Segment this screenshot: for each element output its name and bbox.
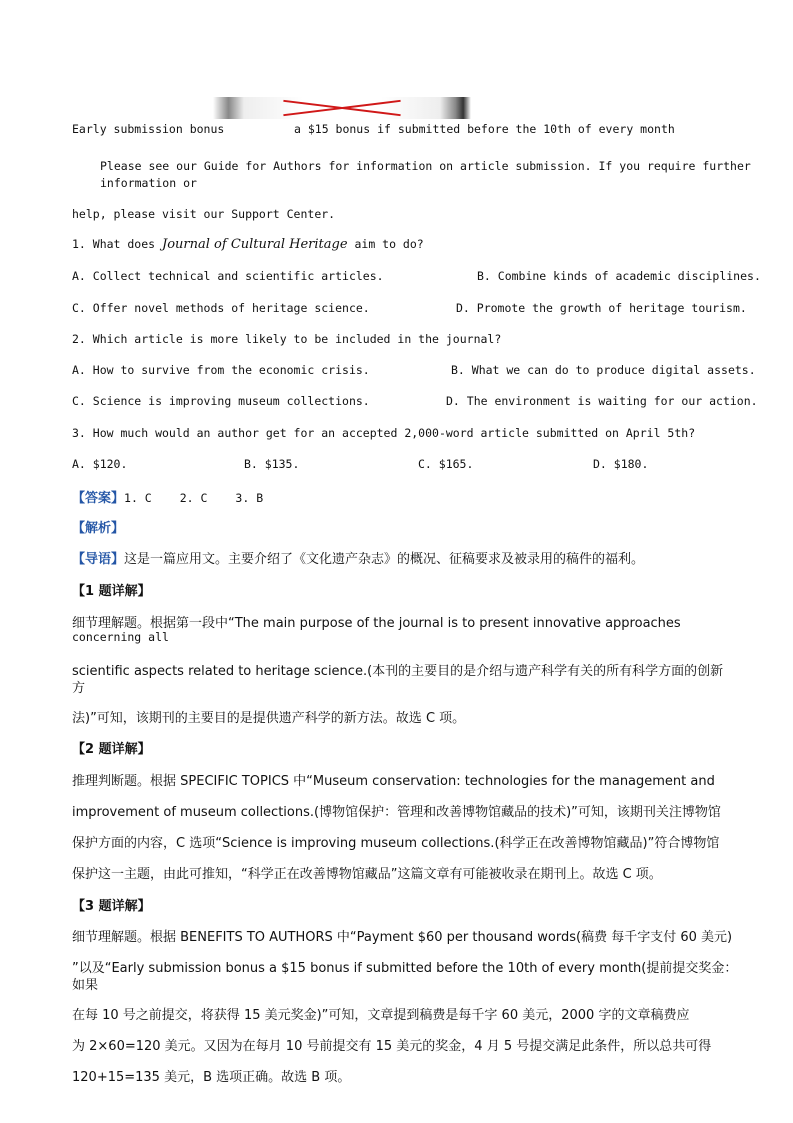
guide-summary	[72, 548, 644, 567]
detail-3-label: 【3 题详解】	[72, 899, 151, 914]
detail-1-line-3: scientific aspects related to heritage science.(本刊的主要目的是介绍与遗产科学有关的所有科学方面的创新	[72, 664, 724, 679]
detail-3-line-6: 120+15=135 美元，B 选项正确。故选 B 项。	[72, 1070, 351, 1085]
answer-label: 【答案】	[72, 491, 125, 506]
q1-journal-title: Journal of Cultural Heritage	[162, 237, 348, 252]
q1-suffix: aim to do?	[347, 237, 424, 251]
detail-2-line-1: 推理判断题。根据 SPECIFIC TOPICS 中“Museum conservation: technologies for the management and	[72, 774, 715, 789]
q3-option-d: D. $180.	[593, 457, 649, 471]
guide-summary-text: 这是一篇应用文。主要介绍了《文化遗产杂志》的概况、征稿要求及被录用的稿件的福利。	[124, 552, 645, 567]
q3-option-a: A. $120.	[72, 457, 128, 471]
detail-3-line-5: 为 2×60=120 美元。又因为在每月 10 号前提交有 15 美元的奖金，4 月 5 号提交满足此条件，所以总共可得	[72, 1039, 712, 1054]
bonus-label: Early submission bonus	[72, 122, 225, 136]
detail-3-line-2: ”以及“Early submission bonus a $15 bonus if submitted before the 10th of every month(提前提交奖金：	[72, 961, 738, 976]
guide-label: 【导语】	[72, 552, 125, 567]
detail-2-line-4: 保护这一主题，由此可推知，“科学正在改善博物馆藏品”这篇文章有可能被收录在期刊上。故选 C 项。	[72, 867, 662, 882]
answer-1: 1. C	[124, 491, 152, 505]
q1-option-d: D. Promote the growth of heritage tourism.	[456, 301, 747, 315]
detail-3-line-1: 细节理解题。根据 BENEFITS TO AUTHORS 中“Payment $60 per thousand words(稿费 每千字支付 60 美元)	[72, 930, 733, 945]
detail-1-line-5: 法)”可知，该期刊的主要目的是提供遗产科学的新方法。故选 C 项。	[72, 711, 466, 726]
q1-option-a: A. Collect technical and scientific articles.	[72, 269, 384, 283]
q1-prefix: 1. What does	[72, 237, 163, 251]
header-banner-image	[213, 97, 471, 119]
detail-3-line-3: 如果	[72, 978, 99, 993]
question-1	[72, 237, 424, 252]
q2-option-c: C. Science is improving museum collections.	[72, 394, 370, 408]
question-3: 3. How much would an author get for an accepted 2,000-word article submitted on April 5th?	[72, 426, 696, 440]
answer-3: 3. B	[235, 491, 264, 505]
answer-2: 2. C	[179, 491, 208, 505]
detail-2-label: 【2 题详解】	[72, 742, 151, 757]
q2-option-a: A. How to survive from the economic crisis.	[72, 363, 370, 377]
detail-2-line-3: 保护方面的内容，C 选项“Science is improving museum collections.(科学正在改善博物馆藏品)”符合博物馆	[72, 836, 720, 851]
bonus-row	[72, 122, 675, 136]
guide-text-2: information or	[100, 176, 197, 190]
detail-1-line-1: 细节理解题。根据第一段中“The main purpose of the journal is to present innovative approaches	[72, 616, 681, 631]
q3-option-b: B. $135.	[244, 457, 300, 471]
answer-row	[72, 487, 263, 506]
question-2: 2. Which article is more likely to be included in the journal?	[72, 332, 502, 346]
detail-1-line-2: concerning all	[72, 630, 169, 644]
q1-option-b: B. Combine kinds of academic disciplines.	[477, 269, 761, 283]
q2-option-d: D. The environment is waiting for our action.	[446, 394, 758, 408]
bonus-value: a $15 bonus if submitted before the 10th of every month	[294, 122, 675, 136]
analysis-label: 【解析】	[72, 521, 125, 536]
detail-1-line-4: 方	[72, 681, 86, 696]
detail-3-line-4: 在每 10 号之前提交，将获得 15 美元奖金)”可知，文章提到稿费是每千字 60 美元，2000 字的文章稿费应	[72, 1008, 690, 1023]
q2-option-b: B. What we can do to produce digital assets.	[451, 363, 756, 377]
q3-option-c: C. $165.	[418, 457, 474, 471]
guide-text-3: help, please visit our Support Center.	[72, 207, 336, 221]
detail-2-line-2: improvement of museum collections.(博物馆保护：管理和改善博物馆藏品的技术)”可知，该期刊关注博物馆	[72, 805, 721, 820]
guide-text-1: Please see our Guide for Authors for information on article submission. If you require further	[100, 159, 751, 173]
detail-1-label: 【1 题详解】	[72, 584, 151, 599]
q1-option-c: C. Offer novel methods of heritage science.	[72, 301, 370, 315]
